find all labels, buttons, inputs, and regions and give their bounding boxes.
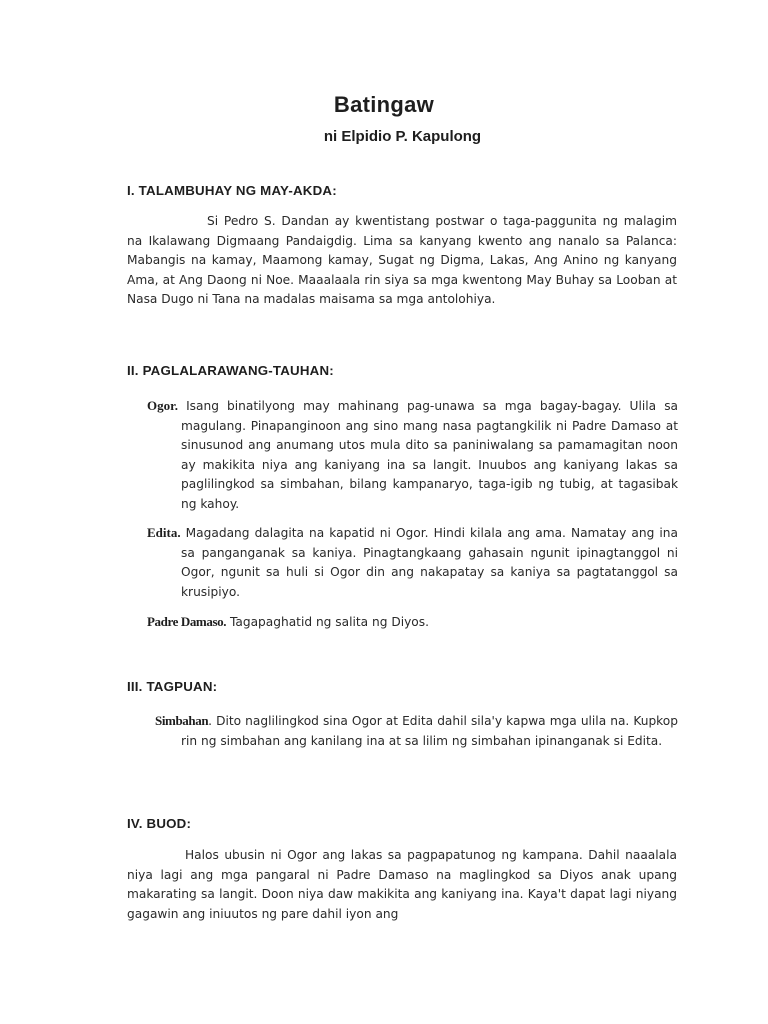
character-entry-ogor bbox=[147, 396, 678, 515]
character-description: Isang binatilyong may mahinang pag-unawa sa mga bagay-bagay. Ulila sa magulang. Pinapanginoon ang sino mang nasa pagtangkilik ni Padre Damaso at sinusunod ang anumang utos mula dito sa paniniwalang sa pamamagitan noon ay makikita niya ang kaniyang ina sa langit. Inuubos ang kaniyang lakas sa paglilingkod sa simbahan, bilang kampanaryo, taga-igib ng tubig, at tagasibak ng kahoy. bbox=[181, 399, 679, 511]
character-entry-edita bbox=[147, 523, 678, 602]
setting-description: . Dito naglilingkod sina Ogor at Edita dahil sila'y kapwa mga ulila na. Kupkop rin ng simbahan ang kanilang ina at sa lilim ng simbahan ipinanganak si Edita. bbox=[181, 714, 678, 748]
character-entry-padre-damaso bbox=[147, 612, 678, 633]
document-title: Batingaw bbox=[333, 92, 435, 117]
section-heading-biography: I. TALAMBUHAY NG MAY-AKDA: bbox=[127, 183, 337, 198]
setting-name: Simbahan bbox=[155, 713, 209, 728]
document-author: ni Elpidio P. Kapulong bbox=[323, 128, 482, 145]
summary-text: Halos ubusin ni Ogor ang lakas sa pagpapatunog ng kampana. Dahil naaalala niya lagi ang mga pangaral ni Padre Damaso na maglingkod sa Diyos anak upang makarating sa langit. Doon niya daw makikita ang kaniyang ina. Kaya't dapat lagi niyang gagawin ang iniuutos ng pare dahil iyon ang bbox=[127, 848, 677, 921]
character-name: Ogor. bbox=[147, 398, 178, 413]
character-description: Tagapaghatid ng salita ng Diyos. bbox=[229, 615, 429, 629]
section-heading-characters: II. PAGLALARAWANG-TAUHAN: bbox=[127, 363, 334, 378]
biography-paragraph bbox=[127, 212, 677, 310]
summary-paragraph bbox=[127, 846, 677, 924]
biography-text: Si Pedro S. Dandan ay kwentistang postwar o taga-paggunita ng malagim na Ikalawang Digmaang Pandaigdig. Lima sa kanyang kwento ang nanalo sa Palanca: Mabangis na kamay, Maamong kamay, Sugat ng Digma, Lakas, Ang Anino ng kanyang Ama, at Ang Daong ni Noe. Maaalaala rin siya sa mga kwentong May Buhay sa Looban at Nasa Dugo ni Tana na madalas maisama sa mga antolohiya. bbox=[127, 214, 677, 307]
setting-entry-simbahan bbox=[155, 711, 678, 751]
section-heading-setting: III. TAGPUAN: bbox=[127, 679, 218, 694]
section-heading-summary: IV. BUOD: bbox=[127, 816, 192, 831]
character-name: Padre Damaso. bbox=[147, 614, 227, 629]
character-description: Magadang dalagita na kapatid ni Ogor. Hindi kilala ang ama. Namatay ang ina sa panganganak sa kaniya. Pinagtangkaang gahasain ngunit ipinagtanggol ni Ogor, ngunit sa huli si Ogor din ang nakapatay sa kaniya sa pagtatanggol sa krusipiyo. bbox=[181, 526, 678, 599]
character-name: Edita. bbox=[147, 525, 181, 540]
